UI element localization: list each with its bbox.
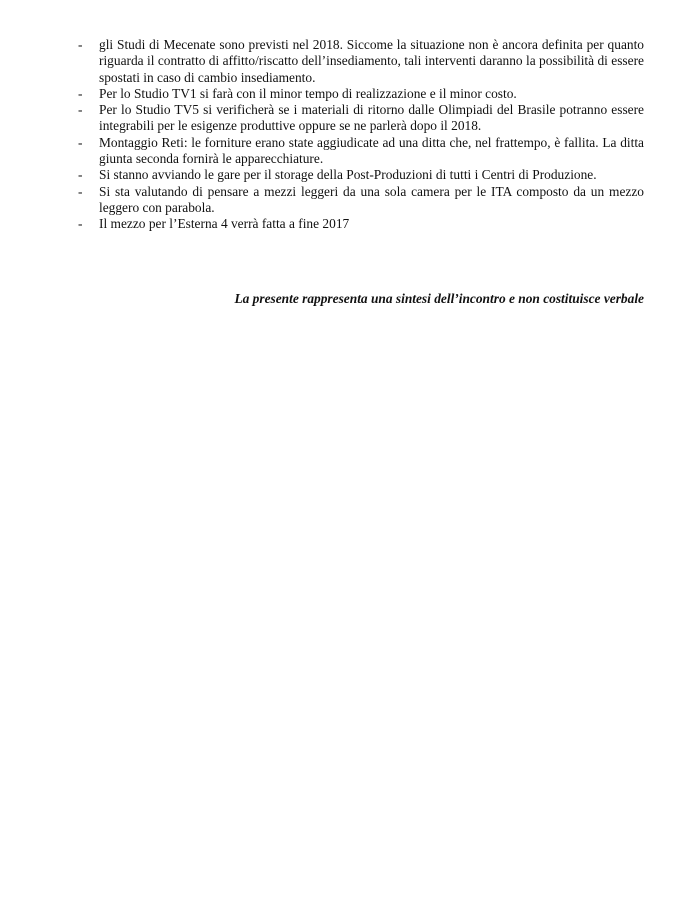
bullet-dash: - bbox=[78, 134, 83, 150]
list-item-text: Si sta valutando di pensare a mezzi leggeri da una sola camera per le ITA composto da un mezzo leggero con parabola. bbox=[99, 183, 644, 215]
bullet-dash: - bbox=[78, 216, 83, 232]
list-item bbox=[78, 167, 644, 183]
list-item bbox=[78, 37, 644, 86]
bullet-dash: - bbox=[78, 85, 83, 101]
closing-note: La presente rappresenta una sintesi dell’incontro e non costituisce verbale bbox=[234, 291, 644, 306]
list-item-text: Il mezzo per l’Esterna 4 verrà fatta a fine 2017 bbox=[99, 216, 350, 232]
bullet-dash: - bbox=[78, 183, 83, 199]
bullet-dash: - bbox=[78, 102, 83, 118]
list-item-text: gli Studi di Mecenate sono previsti nel 2018. Siccome la situazione non è ancora definita per quanto riguarda il contratto di affitto/riscatto dell’insediamento, tali interventi daranno la possibilità di essere spostati in caso di cambio insediamento. bbox=[99, 37, 644, 85]
list-item-text: Montaggio Reti: le forniture erano state aggiudicate ad una ditta che, nel frattempo, è fallita. La ditta giunta seconda fornirà le apparecchiature. bbox=[99, 134, 644, 167]
bullet-dash: - bbox=[78, 167, 83, 183]
list-item bbox=[78, 216, 644, 232]
list-item bbox=[78, 135, 644, 168]
list-item-text: Per lo Studio TV5 si verificherà se i materiali di ritorno dalle Olimpiadi del Brasile potranno essere integrabili per le esigenze produttive oppure se ne parlerà dopo il 2018. bbox=[99, 102, 644, 134]
bullet-dash: - bbox=[78, 37, 83, 52]
list-item bbox=[78, 102, 644, 135]
bullet-list bbox=[78, 37, 644, 233]
list-item-text: Si stanno avviando le gare per il storage della Post-Produzioni di tutti i Centri di Produzione. bbox=[99, 167, 597, 183]
list-item bbox=[78, 184, 644, 217]
list-item-text: Per lo Studio TV1 si farà con il minor tempo di realizzazione e il minor costo. bbox=[99, 85, 517, 101]
list-item bbox=[78, 86, 644, 102]
